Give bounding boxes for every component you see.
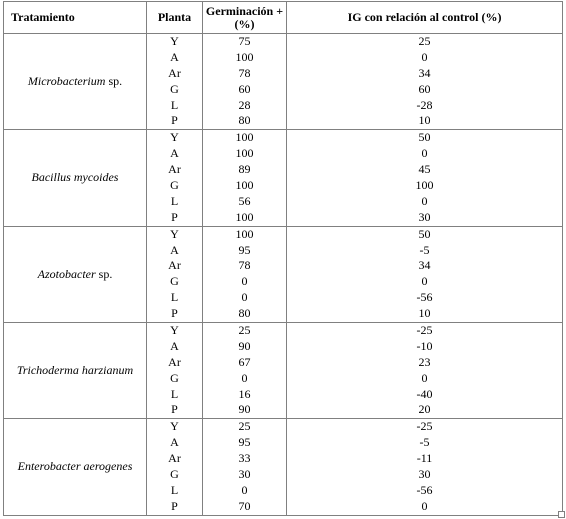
- ig-value: -11: [416, 451, 433, 466]
- germinacion-value: 28: [238, 97, 251, 112]
- ig-cell: [287, 323, 563, 419]
- planta-value: G: [170, 81, 179, 96]
- ig-value: 34: [418, 65, 431, 80]
- table-body: [4, 34, 563, 516]
- ig-value: -25: [416, 323, 433, 338]
- germinacion-value: 95: [238, 242, 251, 257]
- header-row: [4, 2, 563, 34]
- germinacion-value: 90: [238, 402, 251, 417]
- planta-value: Y: [170, 34, 179, 48]
- germinacion-value: 89: [238, 162, 251, 177]
- germinacion-value: 80: [238, 113, 251, 128]
- planta-value: Y: [170, 226, 179, 241]
- planta-cell: [147, 226, 203, 322]
- header-germinacion-line1: Germinación +: [205, 3, 284, 18]
- planta-value: A: [170, 242, 179, 257]
- ig-value: -25: [416, 419, 433, 434]
- germinacion-value: 25: [238, 419, 251, 434]
- planta-value: Y: [170, 323, 179, 338]
- results-table: [3, 1, 563, 516]
- ig-value: 45: [418, 162, 431, 177]
- ig-value: -56: [416, 482, 433, 497]
- planta-cell-stack: [147, 130, 202, 225]
- planta-value: G: [170, 274, 179, 289]
- planta-value: Ar: [168, 354, 181, 369]
- germinacion-value: 100: [235, 226, 254, 241]
- ig-value: -10: [416, 338, 433, 353]
- germinacion-cell-stack: [203, 323, 286, 418]
- ig-value: 20: [418, 402, 431, 417]
- ig-value: 0: [421, 193, 428, 208]
- ig-value: -5: [419, 242, 430, 257]
- planta-value: A: [170, 49, 179, 64]
- planta-cell: [147, 130, 203, 226]
- planta-value: G: [170, 178, 179, 193]
- germinacion-cell: [203, 34, 287, 130]
- planta-value: L: [170, 386, 179, 401]
- planta-value: P: [171, 113, 178, 128]
- ig-cell: [287, 419, 563, 515]
- ig-value: 100: [415, 178, 434, 193]
- treatment-name-suffix: sp.: [105, 73, 123, 88]
- header-germinacion: [203, 2, 287, 34]
- treatment-group: [4, 323, 563, 419]
- germinacion-value: 0: [241, 290, 248, 305]
- planta-value: L: [170, 97, 179, 112]
- planta-value: Ar: [168, 65, 181, 80]
- germinacion-value: 100: [235, 209, 254, 224]
- planta-value: P: [171, 498, 178, 513]
- ig-value: 50: [418, 130, 431, 145]
- resize-handle-icon: [558, 511, 565, 518]
- ig-value: 25: [418, 34, 431, 48]
- treatment-name-suffix: sp.: [95, 266, 113, 281]
- germinacion-cell-stack: [203, 34, 286, 129]
- germinacion-value: 33: [238, 451, 251, 466]
- header-tratamiento: Tratamiento: [4, 2, 147, 34]
- planta-value: Ar: [168, 258, 181, 273]
- germinacion-cell: [203, 419, 287, 515]
- treatment-group: [4, 419, 563, 515]
- ig-cell-stack: [287, 323, 562, 418]
- germinacion-value: 60: [238, 81, 251, 96]
- ig-value: 10: [418, 113, 431, 128]
- ig-value: -40: [416, 386, 433, 401]
- ig-value: 0: [421, 274, 428, 289]
- planta-value: Y: [170, 130, 179, 145]
- germinacion-value: 95: [238, 435, 251, 450]
- planta-value: Y: [170, 419, 179, 434]
- planta-cell: [147, 34, 203, 130]
- treatment-group: [4, 34, 563, 130]
- germinacion-value: 78: [238, 65, 251, 80]
- germinacion-value: 70: [238, 498, 251, 513]
- ig-value: 0: [421, 146, 428, 161]
- germinacion-value: 75: [238, 34, 251, 48]
- germinacion-value: 30: [238, 467, 251, 482]
- germinacion-value: 90: [238, 338, 251, 353]
- planta-value: G: [170, 370, 179, 385]
- planta-value: P: [171, 209, 178, 224]
- germinacion-value: 67: [238, 354, 251, 369]
- planta-value: L: [170, 290, 179, 305]
- germinacion-value: 0: [241, 482, 248, 497]
- ig-value: 34: [418, 258, 431, 273]
- planta-value: L: [170, 193, 179, 208]
- ig-cell: [287, 226, 563, 322]
- germinacion-value: 78: [238, 258, 251, 273]
- ig-value: -5: [419, 435, 430, 450]
- germinacion-value: 25: [238, 323, 251, 338]
- ig-value: 30: [418, 209, 431, 224]
- germinacion-value: 0: [241, 370, 248, 385]
- germinacion-value: 80: [238, 306, 251, 321]
- ig-cell: [287, 34, 563, 130]
- planta-value: P: [171, 306, 178, 321]
- ig-value: 60: [418, 81, 431, 96]
- treatment-name: [4, 226, 147, 322]
- treatment-name-italic: Azotobacter: [37, 266, 96, 281]
- ig-value: -56: [416, 290, 433, 305]
- planta-value: L: [170, 482, 179, 497]
- germinacion-cell: [203, 323, 287, 419]
- germinacion-value: 16: [238, 386, 251, 401]
- ig-cell-stack: [287, 34, 562, 129]
- planta-value: Ar: [168, 451, 181, 466]
- treatment-name: [4, 34, 147, 130]
- header-germinacion-line2: (%): [234, 16, 255, 31]
- germinacion-cell-stack: [203, 130, 286, 225]
- planta-cell: [147, 419, 203, 515]
- ig-cell: [287, 130, 563, 226]
- treatment-name: [4, 323, 147, 419]
- ig-value: 10: [418, 306, 431, 321]
- germinacion-value: 100: [235, 146, 254, 161]
- treatment-group: [4, 130, 563, 226]
- ig-value: 0: [421, 49, 428, 64]
- ig-cell-stack: [287, 419, 562, 514]
- germinacion-cell-stack: [203, 419, 286, 514]
- planta-value: A: [170, 435, 179, 450]
- treatment-name-italic: Bacillus mycoides: [31, 170, 119, 185]
- planta-value: Ar: [168, 162, 181, 177]
- germinacion-value: 0: [241, 274, 248, 289]
- ig-value: -28: [416, 97, 433, 112]
- header-ig: IG con relación al control (%): [287, 2, 563, 34]
- planta-cell: [147, 323, 203, 419]
- header-planta: Planta: [147, 2, 203, 34]
- planta-cell-stack: [147, 227, 202, 322]
- planta-value: A: [170, 146, 179, 161]
- planta-value: A: [170, 338, 179, 353]
- treatment-name-italic: Microbacterium: [27, 73, 106, 88]
- treatment-name-italic: Enterobacter aerogenes: [17, 459, 133, 474]
- germinacion-cell: [203, 130, 287, 226]
- ig-value: 50: [418, 226, 431, 241]
- ig-cell-stack: [287, 130, 562, 225]
- germinacion-cell: [203, 226, 287, 322]
- treatment-name: [4, 419, 147, 515]
- germinacion-value: 56: [238, 193, 251, 208]
- treatment-name-italic: Trichoderma harzianum: [16, 362, 134, 377]
- planta-value: G: [170, 467, 179, 482]
- planta-cell-stack: [147, 323, 202, 418]
- treatment-name: [4, 130, 147, 226]
- germinacion-value: 100: [235, 178, 254, 193]
- planta-cell-stack: [147, 34, 202, 129]
- treatment-group: [4, 226, 563, 322]
- ig-value: 23: [418, 354, 431, 369]
- ig-value: 0: [421, 498, 428, 513]
- ig-value: 0: [421, 370, 428, 385]
- germinacion-value: 100: [235, 130, 254, 145]
- planta-cell-stack: [147, 419, 202, 514]
- germinacion-cell-stack: [203, 227, 286, 322]
- planta-value: P: [171, 402, 178, 417]
- ig-cell-stack: [287, 227, 562, 322]
- germinacion-value: 100: [235, 49, 254, 64]
- ig-value: 30: [418, 467, 431, 482]
